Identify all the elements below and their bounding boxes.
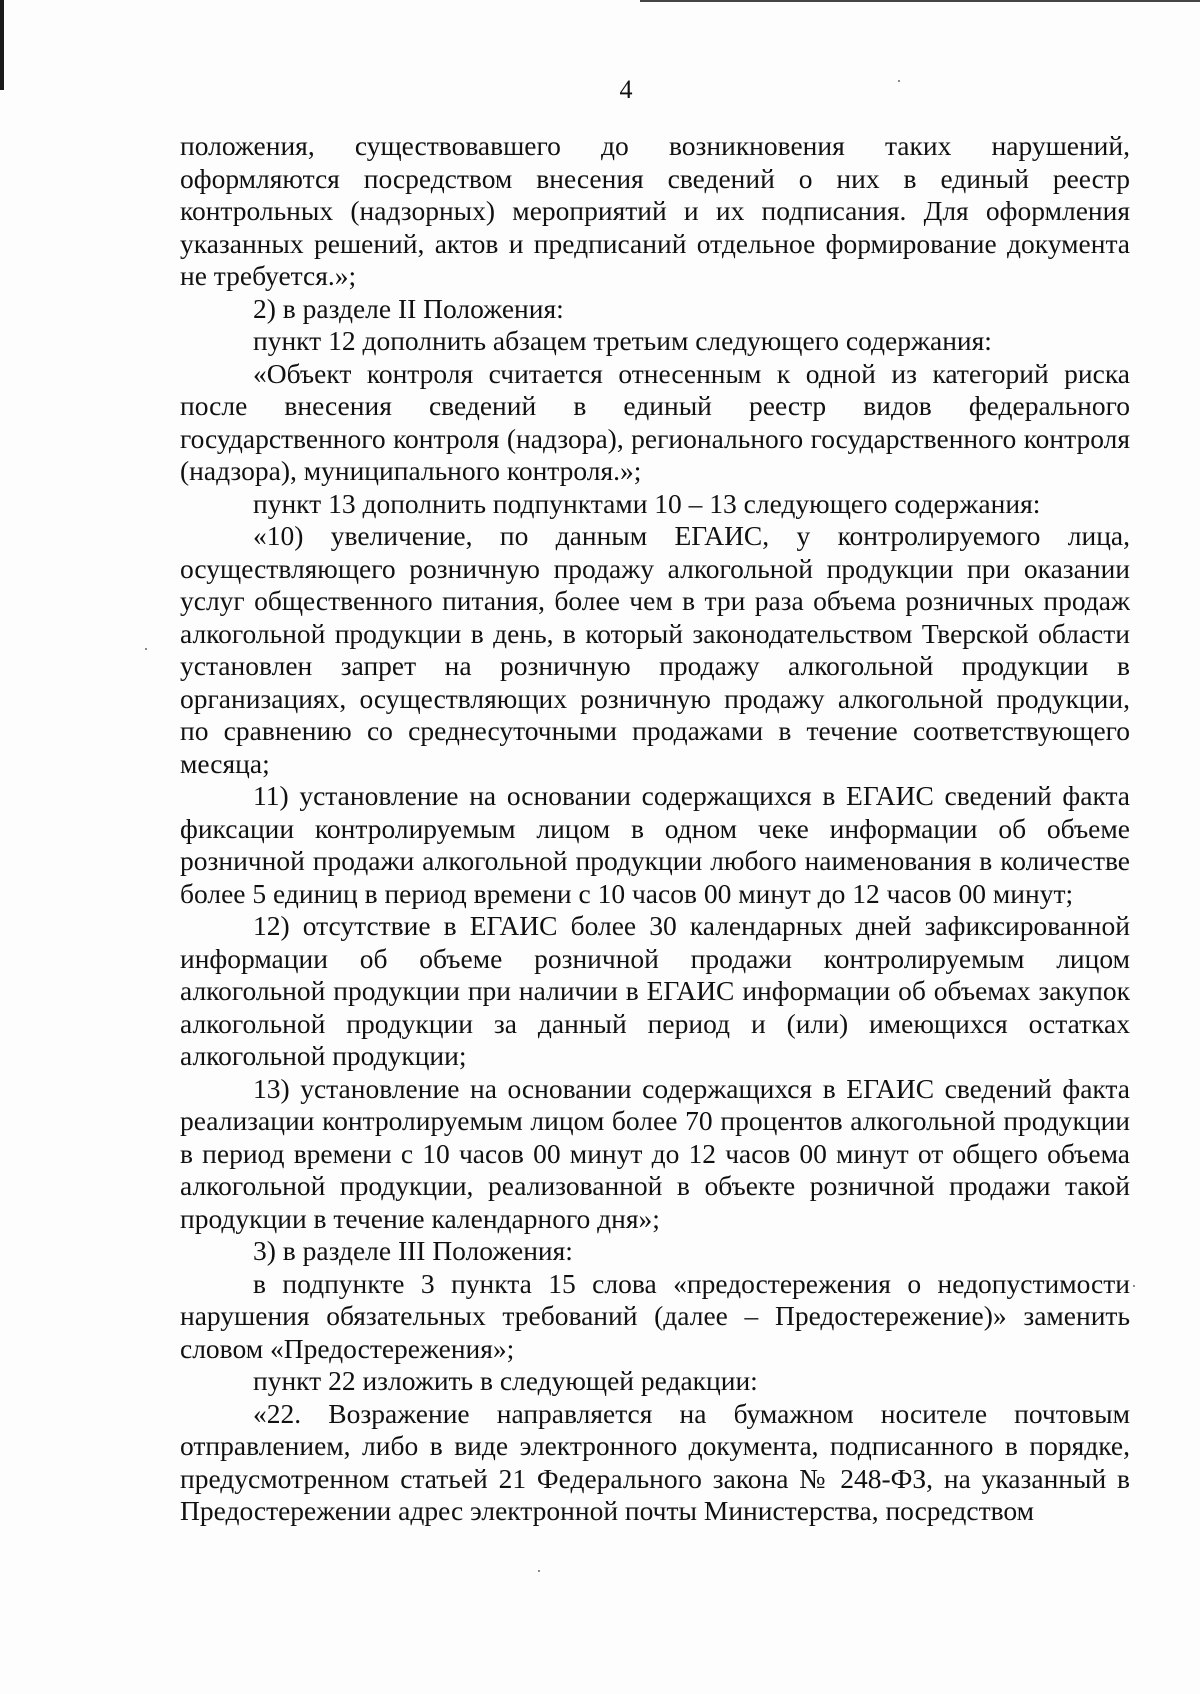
paragraph: «10) увеличение, по данным ЕГАИС, у контролируемого лица, осуществляющего розничную продажу алкогольной продукции при оказании услуг общественного питания, более чем в три раза объема розничных продаж алкогольной продукции в день, в который законодательством Тверской области установлен запрет на розничную продажу алкогольной продукции в организациях, осуществляющих розничную продажу алкогольной продукции, по сравнению со среднесуточными продажами в течение соответствующего месяца; bbox=[180, 520, 1130, 779]
paragraph: пункт 12 дополнить абзацем третьим следующего содержания: bbox=[253, 325, 992, 356]
paragraph: 13) установление на основании содержащихся в ЕГАИС сведений факта реализации контролируемым лицом более 70 процентов алкогольной продукции в период времени с 10 часов 00 минут до 12 часов 00 минут от общего объема алкогольной продукции, реализованной в объекте розничной продажи такой продукции в течение календарного дня»; bbox=[180, 1072, 1130, 1234]
paragraph: пункт 22 изложить в следующей редакции: bbox=[253, 1365, 758, 1396]
scan-speck bbox=[1133, 1285, 1135, 1287]
scan-speck bbox=[538, 1570, 540, 1572]
paragraph: «22. Возражение направляется на бумажном носителе почтовым отправлением, либо в виде электронного документа, подписанного в порядке, предусмотренном статьей 21 Федерального закона № 248-ФЗ, на указанный в Предостережении адрес электронной почты Министерства, посредством bbox=[180, 1397, 1130, 1526]
paragraph: «Объект контроля считается отнесенным к одной из категорий риска после внесения сведений в единый реестр видов федерального государственного контроля (надзора), регионального государственного контроля (надзора), муниципального контроля.»; bbox=[180, 357, 1130, 486]
paragraph: 2) в разделе II Положения: bbox=[253, 292, 564, 324]
paragraph: 3) в разделе III Положения: bbox=[253, 1235, 573, 1266]
page-number: 4 bbox=[619, 75, 633, 104]
scan-edge-top bbox=[640, 0, 1200, 2]
paragraph: 11) установление на основании содержащихся в ЕГАИС сведений факта фиксации контролируемым лицом в одном чеке информации об объеме розничной продажи алкогольной продукции любого наименования в количестве более 5 единиц в период времени с 10 часов 00 минут до 12 часов 00 минут; bbox=[180, 780, 1130, 909]
document-body bbox=[180, 130, 1130, 1528]
paragraph: в подпункте 3 пункта 15 слова «предостережения о недопустимости нарушения обязательных требований (далее – Предостережение)» заменить словом «Предостережения»; bbox=[180, 1267, 1130, 1364]
paragraph: 12) отсутствие в ЕГАИС более 30 календарных дней зафиксированной информации об объеме розничной продажи контролируемым лицом алкогольной продукции при наличии в ЕГАИС информации об объемах закупок алкогольной продукции за данный период и (или) имеющихся остатках алкогольной продукции; bbox=[180, 910, 1130, 1071]
paragraph: пункт 13 дополнить подпунктами 10 – 13 следующего содержания: bbox=[253, 487, 1041, 519]
paragraph: положения, существовавшего до возникновения таких нарушений, оформляются посредством внесения сведений о них в единый реестр контрольных (надзорных) мероприятий и их подписания. Для оформления указанных решений, актов и предписаний отдельное формирование документа не требуется.»; bbox=[180, 130, 1130, 291]
scan-speck bbox=[145, 648, 147, 650]
